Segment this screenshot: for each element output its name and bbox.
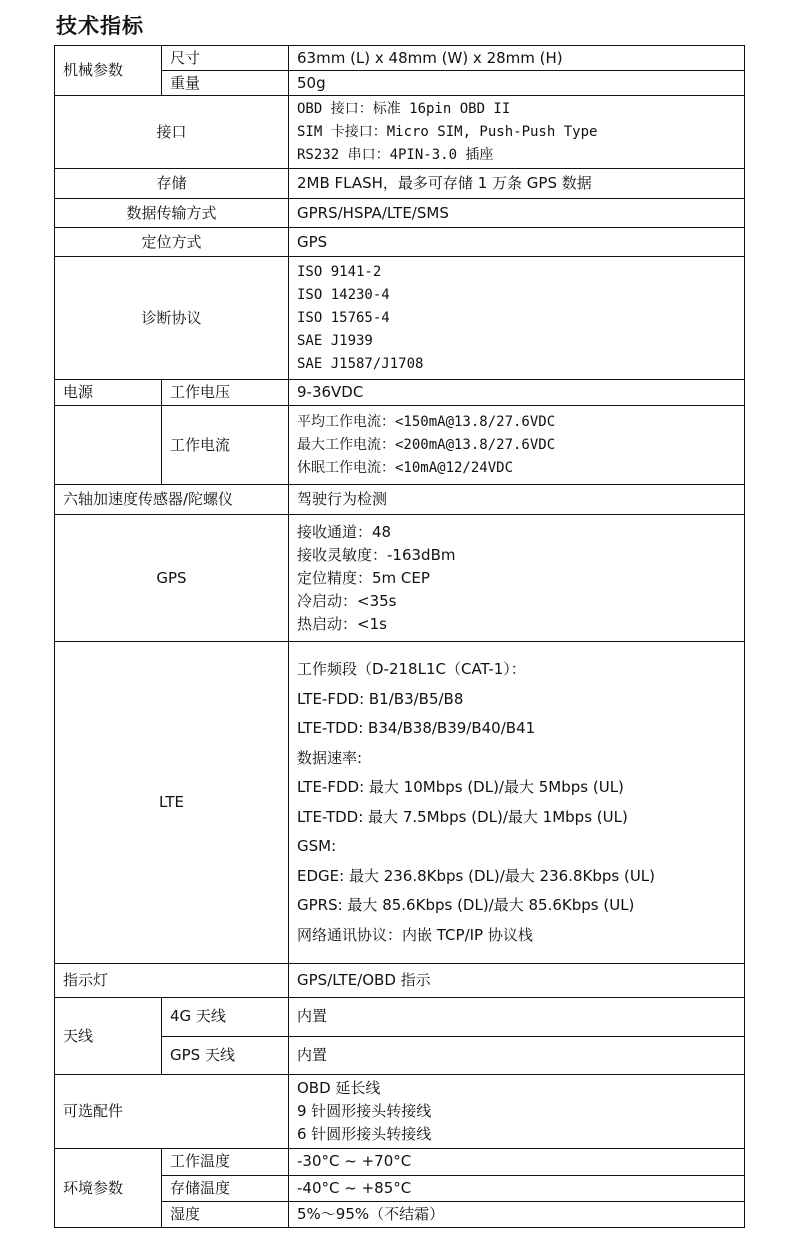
size-label: 尺寸 xyxy=(162,46,289,71)
interface-label: 接口 xyxy=(55,96,289,168)
lte-value xyxy=(289,641,745,963)
table-row xyxy=(55,228,745,257)
transmission-value: GPRS/HSPA/LTE/SMS xyxy=(289,199,745,228)
power-label: 电源 xyxy=(55,380,162,406)
indicator-label: 指示灯 xyxy=(55,964,289,998)
table-row xyxy=(55,484,745,514)
work-temp-value: -30°C ~ +70°C xyxy=(289,1149,745,1175)
antenna-4g-label: 4G 天线 xyxy=(162,998,289,1036)
diagnostic-label: 诊断协议 xyxy=(55,257,289,380)
interface-line: SIM 卡接口：Micro SIM, Push-Push Type xyxy=(297,123,598,140)
page-title: 技术指标 xyxy=(56,14,144,38)
work-temp-label: 工作温度 xyxy=(162,1149,289,1175)
table-row xyxy=(55,998,745,1036)
accessories-value xyxy=(289,1074,745,1149)
table-row xyxy=(55,199,745,228)
voltage-label: 工作电压 xyxy=(162,380,289,406)
interface-line: RS232 串口：4PIN-3.0 插座 xyxy=(297,146,494,163)
table-row xyxy=(55,1149,745,1175)
voltage-value: 9-36VDC xyxy=(289,380,745,406)
transmission-label: 数据传输方式 xyxy=(55,199,289,228)
accessories-line: OBD 延长线 xyxy=(297,1079,381,1098)
weight-label: 重量 xyxy=(162,71,289,96)
lte-line: 数据速率: xyxy=(297,748,363,767)
lte-line: EDGE: 最大 236.8Kbps (DL)/最大 236.8Kbps (UL) xyxy=(297,866,656,885)
power-blank xyxy=(55,406,162,485)
environment-label: 环境参数 xyxy=(55,1149,162,1228)
sensor-value: 驾驶行为检测 xyxy=(289,484,745,514)
table-row xyxy=(55,96,745,168)
gps-line: 接收通道：48 xyxy=(297,522,392,541)
humidity-value: 5%～95%（不结霜） xyxy=(289,1201,745,1227)
current-value xyxy=(289,406,745,485)
mechanical-label: 机械参数 xyxy=(55,46,162,96)
table-row xyxy=(55,1074,745,1149)
interface-value xyxy=(289,96,745,168)
gps-line: 热启动：<1s xyxy=(297,614,387,633)
lte-line: LTE-TDD: 最大 7.5Mbps (DL)/最大 1Mbps (UL) xyxy=(297,807,628,826)
table-row xyxy=(55,515,745,642)
gps-value xyxy=(289,515,745,642)
table-row xyxy=(55,406,745,485)
lte-line: GPRS: 最大 85.6Kbps (DL)/最大 85.6Kbps (UL) xyxy=(297,896,635,915)
diagnostic-line: ISO 15765-4 xyxy=(297,309,390,326)
gps-line: 接收灵敏度：-163dBm xyxy=(297,545,456,564)
lte-line: LTE-TDD: B34/B38/B39/B40/B41 xyxy=(297,719,536,738)
table-row xyxy=(55,168,745,198)
interface-line: OBD 接口：标准 16pin OBD II xyxy=(297,100,511,117)
positioning-value: GPS xyxy=(289,228,745,257)
storage-temp-value: -40°C ~ +85°C xyxy=(289,1175,745,1201)
current-line: 平均工作电流：<150mA@13.8/27.6VDC xyxy=(297,413,556,430)
storage-label: 存储 xyxy=(55,168,289,198)
table-row xyxy=(55,380,745,406)
diagnostic-line: ISO 9141-2 xyxy=(297,263,382,280)
diagnostic-line: SAE J1939 xyxy=(297,332,373,349)
storage-value: 2MB FLASH，最多可存储 1 万条 GPS 数据 xyxy=(289,168,745,198)
lte-label: LTE xyxy=(55,641,289,963)
accessories-line: 6 针圆形接头转接线 xyxy=(297,1125,432,1144)
current-label: 工作电流 xyxy=(162,406,289,485)
gps-line: 定位精度：5m CEP xyxy=(297,568,430,587)
lte-line: LTE-FDD: 最大 10Mbps (DL)/最大 5Mbps (UL) xyxy=(297,778,624,797)
humidity-label: 湿度 xyxy=(162,1201,289,1227)
antenna-label: 天线 xyxy=(55,998,162,1075)
current-line: 休眠工作电流：<10mA@12/24VDC xyxy=(297,459,514,476)
spec-table xyxy=(54,45,745,1228)
antenna-gps-label: GPS 天线 xyxy=(162,1036,289,1074)
diagnostic-line: ISO 14230-4 xyxy=(297,286,390,303)
lte-line: GSM: xyxy=(297,837,337,856)
lte-line: 工作频段（D-218L1C（CAT-1）： xyxy=(297,660,526,679)
table-row xyxy=(55,257,745,380)
accessories-line: 9 针圆形接头转接线 xyxy=(297,1102,432,1121)
antenna-gps-value: 内置 xyxy=(289,1036,745,1074)
antenna-4g-value: 内置 xyxy=(289,998,745,1036)
diagnostic-line: SAE J1587/J1708 xyxy=(297,355,424,372)
table-row xyxy=(55,964,745,998)
sensor-label: 六轴加速度传感器/陀螺仪 xyxy=(55,484,289,514)
positioning-label: 定位方式 xyxy=(55,228,289,257)
gps-label: GPS xyxy=(55,515,289,642)
gps-line: 冷启动：<35s xyxy=(297,591,397,610)
diagnostic-value xyxy=(289,257,745,380)
storage-temp-label: 存储温度 xyxy=(162,1175,289,1201)
size-value: 63mm (L) x 48mm (W) x 28mm (H) xyxy=(289,46,745,71)
table-row xyxy=(55,46,745,71)
indicator-value: GPS/LTE/OBD 指示 xyxy=(289,964,745,998)
lte-line: 网络通讯协议：内嵌 TCP/IP 协议栈 xyxy=(297,925,533,944)
current-line: 最大工作电流：<200mA@13.8/27.6VDC xyxy=(297,436,556,453)
accessories-label: 可选配件 xyxy=(55,1074,289,1149)
weight-value: 50g xyxy=(289,71,745,96)
table-row xyxy=(55,641,745,963)
lte-line: LTE-FDD: B1/B3/B5/B8 xyxy=(297,689,464,708)
